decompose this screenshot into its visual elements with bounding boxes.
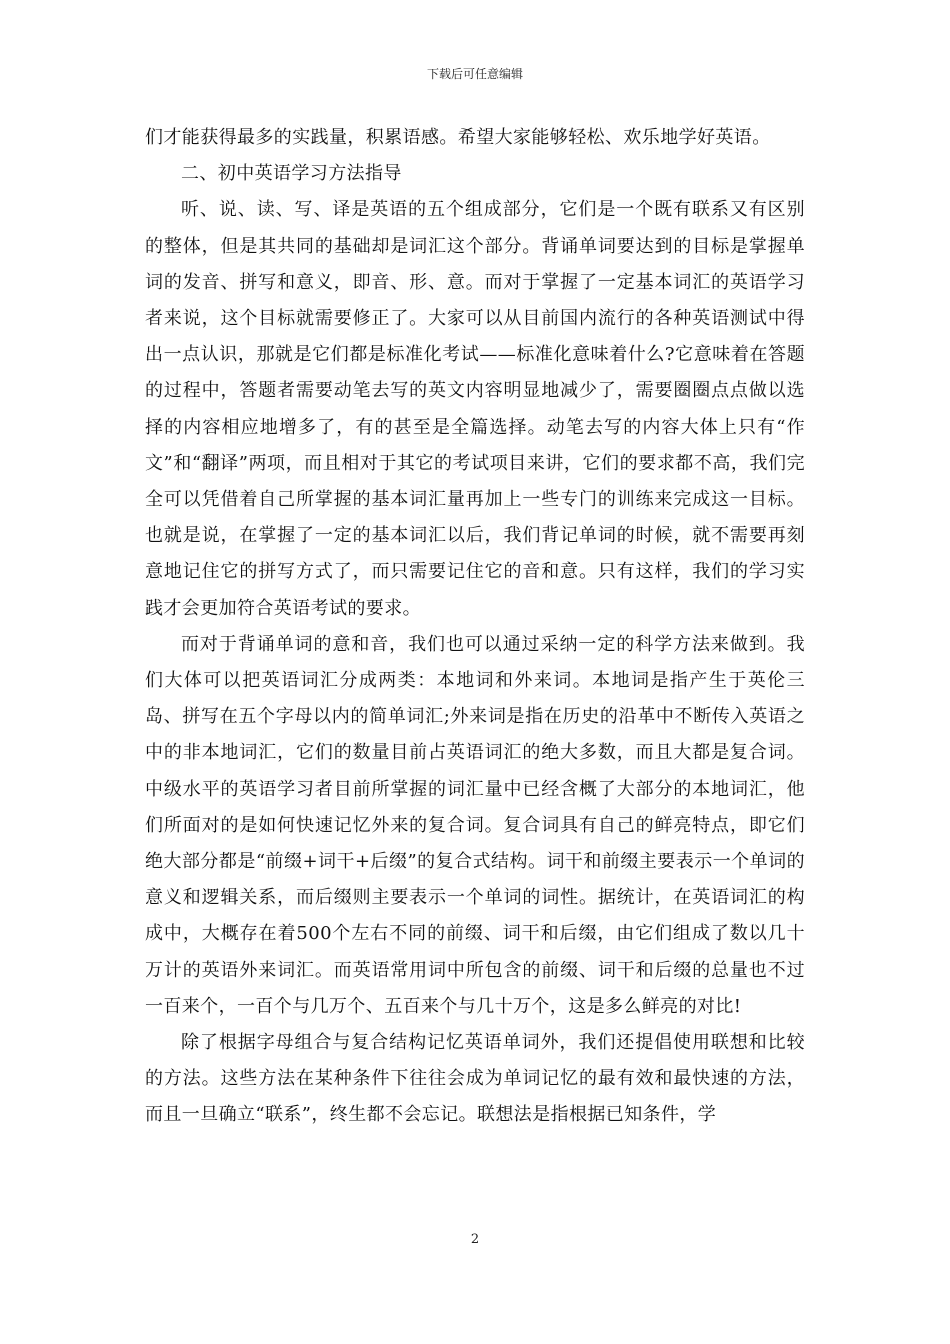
page-number: 2 — [470, 1232, 480, 1247]
page-header: 下载后可任意编辑 — [426, 67, 523, 81]
paragraph: 听、说、读、写、译是英语的五个组成部分，它们是一个既有联系又有区别的整体，但是其共同的基础却是词汇这个部分。背诵单词要达到的目标是掌握单词的发音、拼写和意义，即音、形、意。而对于掌握了一定基本词汇的英语学习者来说，这个目标就需要修正了。大家可以从目前国内流行的各种英语测试中得出一点认识，那就是它们都是标准化考试——标准化意味着什么?它意味着在答题的过程中，答题者需要动笔去写的英文内容明显地减少了，需要圈圈点点做以选择的内容相应地增多了，有的甚至是全篇选择。动笔去写的内容大体上只有“作文”和“翻译”两项，而且相对于其它的考试项目来讲，它们的要求都不高，我们完全可以凭借着自己所掌握的基本词汇量再加上一些专门的训练来完成这一目标。也就是说，在掌握了一定的基本词汇以后，我们背记单词的时候，就不需要再刻意地记住它的拼写方式了，而只需要记住它的音和意。只有这样，我们的学习实践才会更加符合英语考试的要求。 — [145, 199, 805, 619]
paragraph: 除了根据字母组合与复合结构记忆英语单词外，我们还提倡使用联想和比较的方法。这些方法在某种条件下往往会成为单词记忆的最有效和最快速的方法，而且一旦确立“联系”，终生都不会忘记。联想法是指根据已知条件，学 — [145, 1032, 805, 1126]
document-body — [145, 120, 805, 1134]
paragraph-continuation: 们才能获得最多的实践量，积累语感。希望大家能够轻松、欢乐地学好英语。 — [145, 127, 771, 148]
paragraph: 而对于背诵单词的意和音，我们也可以通过采纳一定的科学方法来做到。我们大体可以把英语词汇分成两类：本地词和外来词。本地词是指产生于英伦三岛、拼写在五个字母以内的简单词汇;外来词是指在历史的沿革中不断传入英语之中的非本地词汇，它们的数量目前占英语词汇的绝大多数，而且大都是复合词。中级水平的英语学习者目前所掌握的词汇量中已经含概了大部分的本地词汇，他们所面对的是如何快速记忆外来的复合词。复合词具有自己的鲜亮特点，即它们绝大部分都是“前缀+词干+后缀”的复合式结构。词干和前缀主要表示一个单词的意义和逻辑关系，而后缀则主要表示一个单词的词性。据统计，在英语词汇的构成中，大概存在着500个左右不同的前缀、词干和后缀，由它们组成了数以几十万计的英语外来词汇。而英语常用词中所包含的前缀、词干和后缀的总量也不过一百来个，一百个与几万个、五百来个与几十万个，这是多么鲜亮的对比! — [145, 633, 805, 1017]
section-heading: 二、初中英语学习方法指导 — [181, 163, 402, 185]
